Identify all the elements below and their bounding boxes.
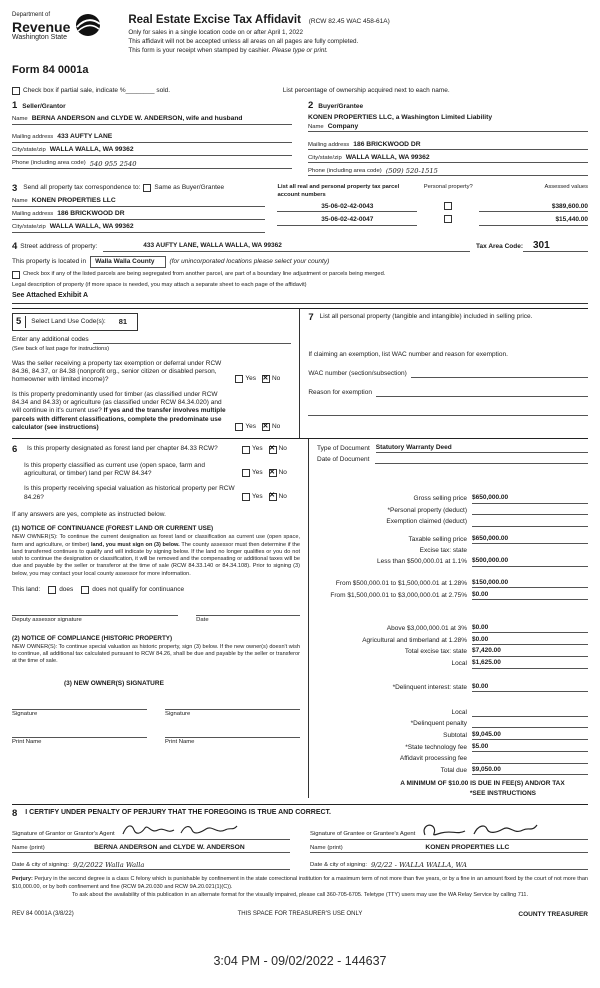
timber-agriculture-question [12, 391, 291, 433]
correspondence-name-label: Name [12, 198, 28, 205]
buyer-mailing-row [308, 140, 588, 150]
tax-computation-column [309, 439, 588, 798]
seller-city-label: City/state/zip [12, 147, 46, 154]
parties-section [12, 101, 588, 176]
personal-property-section [300, 309, 588, 438]
tier3-value[interactable]: $0.00 [472, 591, 588, 600]
amount-row-local: Local $1,625.00 [317, 659, 588, 668]
q5a-no-checkbox[interactable] [262, 375, 270, 383]
grantee-date-label: Date & city of signing: [310, 861, 367, 868]
grantor-name-label: Name (print) [12, 844, 45, 851]
q6a-no-option[interactable]: ✕ No [269, 445, 287, 453]
grantor-date-value[interactable]: 9/2/2022 Walla Walla [72, 860, 145, 869]
grantee-signature-label: Signature of Grantee or Grantee's Agent [310, 830, 416, 837]
certification-statement: I CERTIFY UNDER PENALTY OF PERJURY THAT THE FOREGOING IS TRUE AND CORRECT. [25, 809, 331, 817]
document-type-value[interactable]: Statutory Warranty Deed [376, 444, 588, 453]
instructions-intro: If any answers are yes, complete as instructed below. [12, 510, 166, 518]
grantee-signature[interactable] [419, 821, 539, 839]
amount-row-delinquent-local: Local [317, 708, 588, 717]
taxable-selling-price-value[interactable]: $650,000.00 [472, 535, 588, 544]
amount-row-personal-deduct: *Personal property (deduct) [317, 506, 588, 515]
does-option[interactable]: does [48, 586, 73, 594]
buyer-phone-value[interactable]: (509) 520-1515 [385, 167, 438, 176]
grantor-date-label: Date & city of signing: [12, 861, 69, 868]
correspondence-city-value[interactable]: WALLA WALLA, WA 99362 [49, 223, 134, 231]
parcel-accounts-header: List all real and personal property tax parcel account numbers [277, 184, 400, 198]
dept-line2: Revenue [12, 18, 71, 35]
form-header [12, 12, 588, 55]
form-title: Real Estate Excise Tax Affidavit [128, 14, 301, 26]
buyer-mailing-label: Mailing address [308, 141, 350, 148]
dept-line3: Washington State [12, 33, 67, 41]
q6a-no-checkbox[interactable] [269, 446, 277, 454]
correspondence-city-row [12, 223, 265, 233]
amount-row-tech-fee: *State technology fee $5.00 [317, 743, 588, 752]
buyer-title: Buyer/Grantee [318, 103, 364, 111]
amount-row-tier3: From $1,500,000.01 to $3,000,000.01 at 2.75% $0.00 [317, 591, 588, 600]
land-use-code-value[interactable]: 81 [118, 317, 128, 327]
buyer-city-value[interactable]: WALLA WALLA, WA 99362 [345, 153, 430, 161]
legal-description-label: Legal description of property (if more space is needed, you may attach a separate sheet to each page of the affidavit) [12, 281, 307, 288]
buyer-city-row [308, 153, 588, 163]
grantee-date-row [310, 856, 588, 870]
q6b-no-checkbox[interactable] [269, 469, 277, 477]
exemption-deferral-text: Was the seller receiving a property tax exemption or deferral under RCW 84.36, 84.37, or 84.38 (nonprofit org., senior citizen or disabled person, homeowner with limited income)? [12, 359, 222, 384]
section7-number: 7 [308, 312, 314, 324]
seller-city-value[interactable]: WALLA WALLA, WA 99362 [49, 145, 134, 153]
historic-property-question: Is this property receiving special valuation as historical property per RCW 84.26? Yes ✕ No [12, 485, 300, 502]
total-due-value[interactable]: $9,050.00 [472, 766, 588, 775]
section3-number: 3 [12, 183, 18, 195]
land-qualify-row [12, 586, 300, 594]
new-owner-sig-line-2[interactable] [165, 700, 300, 710]
notice3-title: (3) NEW OWNER(S) SIGNATURE [64, 679, 164, 687]
assessed-values-header: Assessed values [544, 184, 588, 191]
total-excise-state-value[interactable]: $7,420.00 [472, 647, 588, 656]
scan-timestamp: 3:04 PM - 09/02/2022 - 144637 [213, 954, 387, 968]
q5b-no-checkbox[interactable] [262, 423, 270, 431]
deputy-assessor-row [12, 606, 300, 625]
notice2-title: (2) NOTICE OF COMPLIANCE (HISTORIC PROPERTY) [12, 634, 173, 642]
amount-row-tier4: Above $3,000,000.01 at 3% $0.00 [317, 624, 588, 633]
amount-row-tier1: Less than $500,000.01 at 1.1% $500,000.00 [317, 557, 588, 566]
subtotal-value[interactable]: $9,045.00 [472, 731, 588, 740]
grantor-signature[interactable] [119, 821, 239, 839]
reason-exemption-label: Reason for exemption [308, 388, 372, 396]
q6a-yes-option[interactable]: Yes [242, 445, 263, 453]
dor-seal-icon [74, 12, 102, 38]
new-owner-print-2 [165, 728, 300, 747]
grantor-signature-block [12, 821, 290, 870]
certification-section [12, 804, 588, 819]
buyer-name-row [308, 122, 588, 132]
new-owner-sig-label-1: Signature [12, 710, 38, 717]
personal-property-title: List all personal property (tangible and intangible) included in selling price. [319, 313, 533, 321]
classification-section [12, 439, 309, 798]
new-owner-sig-line-1[interactable] [12, 700, 147, 710]
processing-fee-value[interactable] [472, 755, 588, 764]
form-number: Form 84 0001a [12, 63, 89, 76]
q6b-no-option[interactable]: ✕ No [269, 469, 287, 477]
wac-number-row [308, 369, 588, 378]
current-use-question: Is this property classified as current use (open space, farm and agricultural, or timber) land per RCW 84.34? Yes ✕ No [12, 462, 300, 479]
seller-mailing-row [12, 133, 292, 143]
document-date-label: Date of Document [317, 456, 370, 464]
deputy-date-label: Date [196, 617, 209, 624]
amount-row-excise-state: Excise tax: state [419, 546, 467, 554]
delinquent-local-value[interactable] [472, 708, 588, 717]
additional-codes-input[interactable] [93, 335, 292, 344]
buyer-section [308, 101, 588, 176]
seller-name-row [12, 115, 292, 125]
reason-exemption-input-2[interactable] [308, 407, 588, 416]
new-owner-signature-row [12, 700, 300, 719]
new-owner-print-line-1[interactable] [12, 728, 147, 738]
amount-row-exemption-deduct: Exemption claimed (deduct) [317, 518, 588, 527]
county-select[interactable]: Walla Walla County [90, 256, 165, 268]
new-owner-sig-1 [12, 700, 147, 719]
delinquent-interest-value[interactable]: $0.00 [472, 683, 588, 692]
affidavit-form [12, 12, 588, 919]
signatures-row [12, 821, 588, 870]
section1-number: 1 [12, 100, 18, 112]
correspondence-name-value[interactable]: KONEN PROPERTIES LLC [31, 197, 116, 205]
does-not-checkbox[interactable] [81, 586, 89, 594]
see-instructions-note: *SEE INSTRUCTIONS [469, 789, 536, 797]
tax-area-code-value[interactable]: 301 [523, 241, 588, 252]
tax-area-code-label: Tax Area Code: [476, 243, 523, 251]
dept-line1: Department of [12, 12, 51, 18]
q5b-yes-option[interactable]: Yes [235, 423, 256, 431]
county-treasurer-label: COUNTY TREASURER [518, 911, 588, 918]
correspondence-mailing-label: Mailing address [12, 211, 54, 218]
correspondence-city-label: City/state/zip [12, 224, 46, 231]
seller-mailing-value[interactable]: 433 AUFTY LANE [57, 132, 113, 140]
personal-property-header: Personal property? [423, 184, 473, 191]
q6b-yes-checkbox[interactable] [242, 469, 250, 477]
segregated-checkbox[interactable] [12, 271, 20, 279]
parcel-personal-checkbox-2[interactable] [444, 215, 452, 223]
exemption-claim-note: If claiming an exemption, list WAC number and reason for exemption. [308, 350, 508, 358]
seller-phone-label: Phone (including area code) [12, 160, 86, 167]
deputy-date-cell [196, 606, 300, 625]
amount-row-delinquent-penalty: *Delinquent penalty [317, 719, 588, 728]
q6a-yes-checkbox[interactable] [242, 446, 250, 454]
seller-city-row [12, 146, 292, 156]
q6c-yes-option[interactable]: Yes [242, 493, 263, 501]
q6c-yes-checkbox[interactable] [242, 493, 250, 501]
grantee-name-row [310, 843, 588, 853]
treasurer-space-label: THIS SPACE FOR TREASURER'S USE ONLY [237, 911, 363, 918]
grantee-date-value[interactable]: 9/2/22 - WALLA WALLA, WA [370, 860, 467, 869]
q5b-no-option[interactable]: ✕ No [262, 423, 280, 431]
notice1-title: (1) NOTICE OF CONTINUANCE (FOREST LAND OR CURRENT USE) [12, 525, 214, 533]
ownership-percentage-note: List percentage of ownership acquired next to each name. [282, 86, 450, 94]
land-use-code-label: Select Land Use Code(s): [31, 318, 106, 326]
amount-row-total-due: Total due $9,050.00 [317, 766, 588, 775]
amount-row-tier2: From $500,000.01 to $1,500,000.01 at 1.28% $150,000.00 [317, 579, 588, 588]
amount-row-processing-fee: Affidavit processing fee [317, 755, 588, 764]
new-owner-sig-label-2: Signature [165, 710, 191, 717]
amount-row-delinquent-interest: *Delinquent interest: state $0.00 [317, 683, 588, 692]
amounts-list [317, 494, 588, 798]
header-note-2: This affidavit will not be accepted unless all areas on all pages are fully completed. [128, 37, 359, 45]
additional-codes-label: Enter any additional codes [12, 336, 89, 344]
new-owner-sig-2 [165, 700, 300, 719]
new-owner-print-label-2: Print Name [165, 739, 195, 746]
tty-notice: To ask about the availability of this publication in an alternate format for the visually impaired, please call 360-705-6705. Teletype (TTY) users may use the WA Relay Service by calling 711. [71, 891, 529, 898]
deputy-signature-line[interactable] [12, 606, 178, 616]
street-address-label: Street address of property: [20, 243, 98, 251]
q6c-no-checkbox[interactable] [269, 493, 277, 501]
correspondence-name-row [12, 197, 265, 207]
partial-sale-checkbox[interactable] [12, 87, 20, 95]
does-not-option[interactable]: does not qualify for continuance [81, 586, 184, 594]
seller-phone-value[interactable]: 540 955 2540 [89, 159, 137, 168]
tier2-value[interactable]: $150,000.00 [472, 579, 588, 588]
rev-number: REV 84 0001A (3/8/22) [12, 911, 74, 918]
header-note-3: This form is your receipt when stamped by cashier. Please type or print. [128, 46, 328, 54]
minimum-due-note: A MINIMUM OF $10.00 IS DUE IN FEE(S) AND/OR TAX [400, 780, 565, 788]
section5-number: 5 [16, 316, 26, 328]
grantor-name-row [12, 843, 290, 853]
q6b-yes-option[interactable]: Yes [242, 469, 263, 477]
seller-name-label: Name [12, 116, 28, 123]
form-title-rcw: (RCW 82.45 WAC 458-61A) [308, 18, 390, 25]
amount-row-agricultural: Agricultural and timberland at 1.28% $0.00 [317, 636, 588, 645]
parcel-personal-checkbox-1[interactable] [444, 202, 452, 210]
grantee-name-label: Name (print) [310, 844, 343, 851]
tier1-value[interactable]: $500,000.00 [472, 557, 588, 566]
title-block [128, 12, 588, 55]
section6-number: 6 [12, 444, 18, 456]
reason-exemption-row [308, 388, 588, 397]
section2-number: 2 [308, 100, 314, 112]
deputy-signature-cell [12, 606, 178, 625]
agricultural-value[interactable]: $0.00 [472, 636, 588, 645]
legal-description-value[interactable]: See Attached Exhibit A [12, 292, 588, 304]
street-address-value[interactable]: 433 AUFTY LANE, WALLA WALLA, WA 99362 [103, 242, 470, 251]
land-use-code-box [12, 313, 138, 331]
dor-wordmark [12, 12, 70, 43]
amount-row-gross: Gross selling price $650,000.00 [317, 494, 588, 503]
tier4-value[interactable]: $0.00 [472, 624, 588, 633]
seller-phone-row [12, 159, 292, 169]
same-as-buyer-label: Same as Buyer/Grantee [154, 184, 225, 192]
amount-row-taxable: Taxable selling price $650,000.00 [317, 535, 588, 544]
q5a-yes-option[interactable]: Yes [235, 375, 256, 383]
document-date-value[interactable] [375, 455, 588, 464]
land-use-section [12, 309, 300, 438]
does-checkbox[interactable] [48, 586, 56, 594]
parcel-account-1[interactable]: 35-06-02-42-0043 [277, 203, 417, 212]
grantor-signature-label: Signature of Grantor or Grantor's Agent [12, 830, 115, 837]
correspondence-mailing-value[interactable]: 186 BRICKWOOD DR [57, 210, 125, 218]
q5b-yes-checkbox[interactable] [235, 423, 243, 431]
tech-fee-value[interactable]: $5.00 [472, 743, 588, 752]
notice1-text: NEW OWNER(S): To continue the current designation as forest land or classification as current use (open space, farm and agriculture, or timber) land, you must sign on (3) below. The county assessor must then determine if the land transferred continues to qualify and will indicate by signing below. If the land no longer qualifies or you do not wish to continue the designation or classification, it will be removed and the compensating or additional taxes will be due and payable by the seller or transferor at the time of sale (RCW 84.33.140 or 84.34.108). Prior to signing (3) below, you may contact your local county assessor for more information. [12, 534, 301, 577]
grantor-name-value[interactable]: BERNA ANDERSON and CLYDE W. ANDERSON [94, 843, 245, 851]
perjury-label: Perjury: [12, 876, 33, 883]
exemption-deferral-question [12, 360, 291, 385]
located-in-label: This property is located in [12, 257, 87, 265]
buyer-name-line1: KONEN PROPERTIES LLC, a Washington Limited Liability [308, 113, 493, 121]
exemption-claimed-value[interactable] [472, 518, 588, 527]
grantor-date-row [12, 856, 290, 870]
parcel-assessed-1[interactable]: $389,600.00 [479, 203, 588, 212]
partial-sale-row [12, 87, 588, 95]
grantee-signature-block [310, 821, 588, 870]
wac-number-input[interactable] [411, 369, 588, 378]
segregated-note: Check box if any of the listed parcels are being segregated from another parcel, are part of a boundary line adjustment or parcels being merged. [23, 271, 386, 278]
partial-sale-label: Check box if partial sale, indicate %________ sold. [23, 86, 171, 94]
deputy-date-line[interactable] [196, 606, 300, 616]
timber-agriculture-text: Is this property predominantly used for timber (as classified under RCW 84.34 and 84.33) or agriculture (as classified under RCW 84.34.020) and will continue in it's current use? If yes and the transfer involves multiple parcels with different classifications, complete the predominate use calculator (see instructions) [12, 390, 226, 431]
q6c-no-option[interactable]: ✕ No [269, 493, 287, 501]
grantee-name-value[interactable]: KONEN PROPERTIES LLC [425, 843, 510, 851]
amount-row-subtotal: Subtotal $9,045.00 [317, 731, 588, 740]
this-land-label: This land: [12, 585, 41, 593]
new-owner-print-row [12, 728, 300, 747]
section8-number: 8 [12, 807, 18, 819]
parcel-table [277, 184, 588, 233]
forest-land-question: 6 Is this property designated as forest land per chapter 84.33 RCW? Yes ✕ No [12, 445, 300, 455]
new-owner-print-line-2[interactable] [165, 728, 300, 738]
local-tax-value[interactable]: $1,625.00 [472, 659, 588, 668]
see-back-note: (See back of last page for instructions) [12, 346, 110, 353]
correspondence-mailing-row [12, 210, 265, 220]
parcel-row-1 [277, 202, 588, 212]
header-note-1: Only for sales in a single location code on or after April 1, 2022 [128, 28, 304, 36]
buyer-mailing-value[interactable]: 186 BRICKWOOD DR [353, 140, 421, 148]
buyer-city-label: City/state/zip [308, 154, 342, 161]
correspondence-section [12, 184, 588, 233]
form-footer [12, 911, 588, 919]
same-as-buyer-checkbox[interactable] [143, 184, 151, 192]
located-in-note: (for unincorporated locations please select your county) [169, 257, 330, 265]
buyer-name-value[interactable]: Company [327, 122, 359, 130]
perjury-notice: Perjury: Perjury in the second degree is a class C felony which is punishable by confinement in the state correctional institution for a maximum term of not more than five years, or by a fine in an amount fixed by the court of not more than $10,000.00, or by both confinement and fine (RCW 9A.20.030 and RCW 9A.20.021(1)(C)). [12, 876, 588, 890]
property-section [12, 241, 588, 305]
wac-number-label: WAC number (section/subsection) [308, 369, 407, 377]
new-owner-print-label-1: Print Name [12, 739, 42, 746]
notice2-text: NEW OWNER(S): To continue special valuation as historic property, sign (3) below. If the new owner(s) doesn't wish to continue, all additional tax calculated pursuant to RCW 84.26, shall be due and payable by the seller or transferor at the time of sale. [12, 643, 300, 665]
document-type-label: Type of Document [317, 445, 370, 453]
sections-5-7 [12, 308, 588, 438]
section4-number: 4 [12, 241, 18, 253]
seller-section [12, 101, 292, 176]
parcel-account-2[interactable]: 35-06-02-42-0047 [277, 216, 417, 225]
seller-title: Seller/Grantor [22, 103, 66, 111]
parcel-row-2 [277, 215, 588, 225]
correspondence-title: Send all property tax correspondence to: [23, 184, 141, 192]
delinquent-penalty-value[interactable] [472, 719, 588, 728]
gross-selling-price-value[interactable]: $650,000.00 [472, 494, 588, 503]
buyer-name-label: Name [308, 123, 324, 130]
dor-logo-block [12, 12, 102, 55]
q5a-no-option[interactable]: ✕ No [262, 375, 280, 383]
section-6-and-tax [12, 438, 588, 798]
amount-row-total-state: Total excise tax: state $7,420.00 [317, 647, 588, 656]
document-type-row [317, 444, 588, 453]
q5a-yes-checkbox[interactable] [235, 375, 243, 383]
deputy-signature-label: Deputy assessor signature [12, 617, 82, 624]
buyer-phone-label: Phone (including area code) [308, 167, 382, 174]
parcel-assessed-2[interactable]: $15,440.00 [479, 216, 588, 225]
reason-exemption-input[interactable] [376, 388, 588, 397]
seller-mailing-label: Mailing address [12, 134, 54, 141]
buyer-phone-row [308, 166, 588, 176]
document-date-row [317, 455, 588, 464]
seller-name-value[interactable]: BERNA ANDERSON and CLYDE W. ANDERSON, wife and husband [31, 114, 243, 122]
personal-property-deduct-value[interactable] [472, 506, 588, 515]
new-owner-print-1 [12, 728, 147, 747]
